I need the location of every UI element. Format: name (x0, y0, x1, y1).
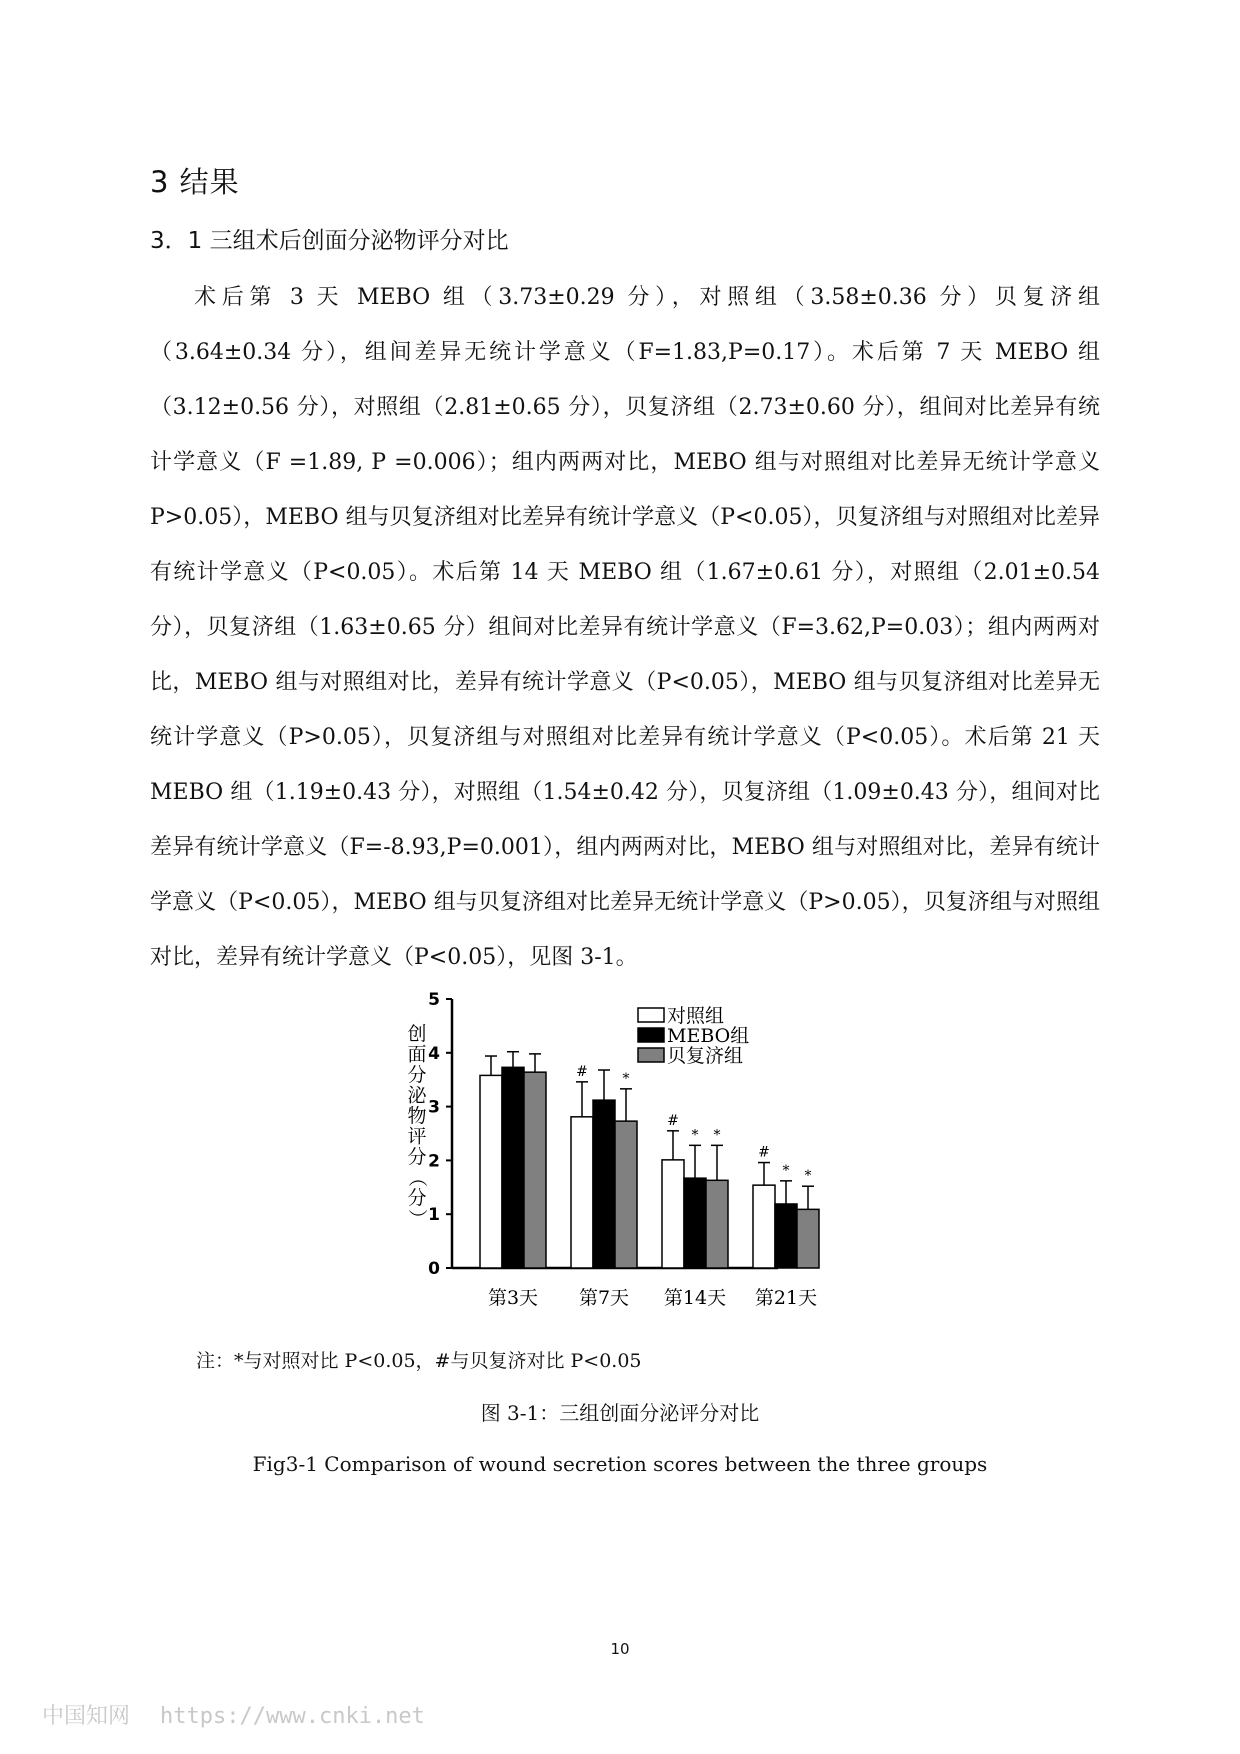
y-axis-label-char: 物 (407, 1105, 427, 1127)
y-axis-label-char: 面 (407, 1043, 427, 1066)
bar (753, 1185, 775, 1268)
figure-3-1 (395, 988, 885, 1328)
bar (662, 1160, 684, 1268)
significance-marker: # (667, 1112, 679, 1129)
legend-label: MEBO组 (667, 1025, 750, 1047)
bar (684, 1178, 706, 1268)
y-tick-label: 3 (428, 1097, 440, 1118)
significance-marker: * (713, 1127, 721, 1144)
y-tick-label: 5 (428, 990, 440, 1010)
significance-marker: * (804, 1168, 812, 1185)
y-tick-label: 0 (428, 1259, 440, 1279)
y-axis-label-char: 分 (407, 1064, 427, 1086)
watermark-url[interactable]: https://www.cnki.net (160, 1704, 425, 1729)
bar (502, 1067, 524, 1268)
section-heading: 3 结果 (150, 165, 240, 199)
figure-caption-english: Fig3-1 Comparison of wound secretion scores between the three groups (252, 1452, 988, 1476)
legend-label: 贝复济组 (667, 1045, 744, 1067)
y-tick-label: 1 (428, 1205, 440, 1226)
significance-marker: * (782, 1162, 790, 1179)
bar (571, 1117, 593, 1268)
significance-marker: * (691, 1127, 699, 1144)
significance-marker: # (576, 1063, 588, 1080)
body-paragraph: 术后第 3 天 MEBO 组（3.73±0.29 分），对照组（3.58±0.36 分）贝复济组（3.64±0.34 分），组间差异无统计学意义（F=1.83,P=0.17）。术后第 7 天 MEBO 组（3.12±0.56 分），对照组（2.81±0.65 分），贝复济组（2.73±0.60 分），组间对比差异有统计学意义（F =1.89, P =0.006）；组内两两对比，MEBO 组与对照组对比差异无统计学意义 P>0.05），MEBO 组与贝复济组对比差异有统计学意义（P<0.05），贝复济组与对照组对比差异有统计学意义（P<0.05）。术后第 14 天 MEBO 组（1.67±0.61 分），对照组（2.01±0.54 分），贝复济组（1.63±0.65 分）组间对比差异有统计学意义（F=3.62,P=0.03）；组内两两对比，MEBO 组与对照组对比，差异有统计学意义（P<0.05），MEBO 组与贝复济组对比差异无统计学意义（P>0.05），贝复济组与对照组对比差异有统计学意义（P<0.05）。术后第 21 天 MEBO 组（1.19±0.43 分），对照组（1.54±0.42 分），贝复济组（1.09±0.43 分），组间对比差异有统计学意义（F=-8.93,P=0.001），组内两两对比，MEBO 组与对照组对比，差异有统计学意义（P<0.05），MEBO 组与贝复济组对比差异无统计学意义（P>0.05），贝复济组与对照组对比，差异有统计学意义（P<0.05），见图 3-1。 (150, 285, 1100, 970)
significance-marker: * (622, 1070, 630, 1087)
y-tick-label: 2 (428, 1151, 440, 1172)
watermark-site-name: 中国知网 (42, 1704, 131, 1729)
y-axis-label-char: 创 (407, 1023, 427, 1045)
y-axis-label-char: 评 (407, 1125, 427, 1148)
x-tick-label: 第21天 (754, 1287, 818, 1309)
significance-marker: # (758, 1144, 770, 1161)
bar (797, 1209, 819, 1268)
y-tick-label: 4 (428, 1043, 440, 1064)
bar (524, 1072, 546, 1268)
y-axis-label-char: 分 (407, 1187, 427, 1209)
figure-note: 注：*与对照对比 P<0.05，#与贝复济对比 P<0.05 (196, 1350, 642, 1372)
page-number: 10 (610, 1640, 630, 1658)
legend-label: 对照组 (667, 1005, 725, 1027)
bar (480, 1075, 502, 1268)
y-axis-label-char: （ (406, 1167, 428, 1188)
bar (593, 1100, 615, 1268)
cnki-watermark (42, 1699, 425, 1730)
legend-swatch (638, 1048, 664, 1062)
figure-caption-chinese: 图 3-1：三组创面分泌评分对比 (480, 1401, 760, 1425)
y-axis-label-char: 泌 (407, 1084, 427, 1107)
subsection-heading: 3．1 三组术后创面分泌物评分对比 (150, 228, 509, 254)
x-tick-label: 第3天 (487, 1287, 539, 1309)
y-axis-label-char: 分 (407, 1146, 427, 1168)
x-tick-label: 第14天 (663, 1287, 727, 1309)
legend-swatch (638, 1028, 664, 1042)
x-tick-label: 第7天 (578, 1287, 630, 1309)
bar (615, 1121, 637, 1268)
bar (706, 1180, 728, 1268)
bar-chart (395, 988, 885, 1328)
bar (775, 1204, 797, 1268)
y-axis-label-char: ） (406, 1208, 428, 1229)
legend-swatch (638, 1008, 664, 1022)
